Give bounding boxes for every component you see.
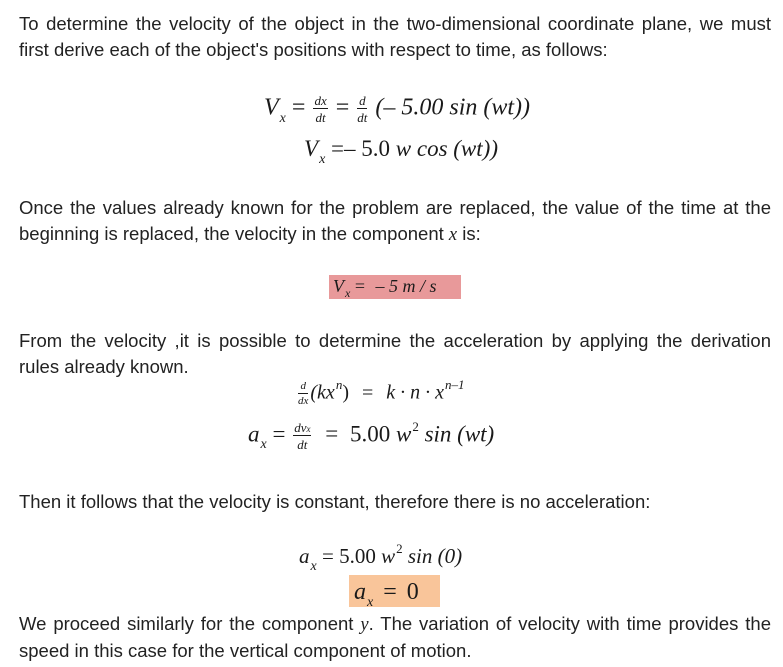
eq5-rhs-number: 5.00	[349, 421, 391, 447]
eq6-rhs-number: 5.00	[339, 544, 376, 568]
equation-acceleration-zero	[354, 579, 419, 610]
eq6-rhs-superscript: 2	[396, 541, 403, 556]
eq1-equals-2: =	[335, 94, 350, 121]
paragraph-intro	[19, 11, 771, 63]
eq4-expr-superscript: n	[335, 376, 343, 392]
eq4-fraction-d-dx	[298, 381, 308, 407]
equation-velocity-derivative	[264, 94, 530, 124]
paragraph-component-y	[19, 611, 771, 664]
paragraph-constant-velocity	[19, 489, 771, 515]
eq2-lhs: V	[304, 136, 319, 161]
eq5-frac-numerator-subscript: x	[306, 424, 311, 434]
eq2-equals-minus: =–	[331, 136, 356, 161]
eq4-rhs-superscript: n–1	[445, 376, 465, 392]
eq5-frac-numerator-text: dv	[294, 420, 307, 435]
eq1-fraction-d-dt	[357, 94, 367, 124]
component-y-var: y	[360, 615, 369, 635]
eq1-fraction-dx-dt	[313, 94, 327, 124]
eq2-rhs-number: 5.0	[361, 136, 391, 161]
eq7-equals: =	[383, 579, 397, 605]
paragraph-replace-values-end: is:	[462, 223, 481, 244]
paragraph-constant-velocity-text: Then it follows that the velocity is constant, therefore there is no acceleration:	[19, 491, 651, 512]
eq4-frac-numerator: d	[298, 381, 308, 394]
eq1-lhs: V	[264, 94, 279, 121]
equation-acceleration-at-zero	[299, 541, 463, 574]
eq7-rhs: 0	[406, 579, 419, 605]
eq5-lhs-subscript: x	[260, 437, 267, 453]
eq3-equals: =	[354, 276, 365, 296]
paragraph-component-y-end: . The variation of velocity with time provides the speed in this case for the vertical component of motion.	[19, 613, 771, 661]
eq6-lhs-subscript: x	[310, 559, 317, 574]
eq1-frac2-denominator: dt	[357, 110, 368, 125]
eq1-frac1-numerator: dx	[314, 93, 327, 108]
eq5-rhs-w: w	[395, 421, 412, 447]
eq6-equals: =	[321, 544, 334, 568]
eq6-rhs-rest: sin (0)	[407, 544, 463, 568]
eq5-lhs: a	[248, 421, 260, 447]
eq7-lhs-subscript: x	[367, 595, 374, 610]
eq4-rhs: k · n · x	[386, 381, 445, 404]
eq3-lhs: V	[333, 276, 344, 296]
eq5-frac-denominator: dt	[297, 437, 308, 452]
eq5-equals: =	[272, 421, 286, 447]
eq2-lhs-subscript: x	[319, 152, 326, 167]
eq1-frac2-numerator: d	[359, 93, 366, 108]
eq6-rhs-w: w	[381, 544, 396, 568]
equation-acceleration	[248, 421, 494, 451]
eq2-rhs-rest: w cos (wt))	[395, 136, 498, 161]
eq5-fraction-dvx-dt	[293, 421, 311, 451]
equation-velocity-result	[304, 136, 498, 167]
paragraph-intro-text: To determine the velocity of the object in the two-dimensional coordinate plane, we must first derive each of the object's positions with respect to time, as follows:	[19, 13, 771, 60]
paragraph-replace-values	[19, 195, 771, 248]
eq5-frac-numerator	[293, 421, 311, 436]
eq4-expr: (kx	[310, 381, 335, 404]
equation-power-rule	[296, 376, 465, 407]
eq5-rhs-superscript: 2	[412, 419, 419, 435]
eq1-equals: =	[291, 94, 306, 121]
eq6-lhs: a	[299, 544, 310, 568]
eq5-equals-2: =	[325, 421, 339, 447]
eq1-lhs-subscript: x	[279, 110, 286, 126]
paragraph-component-y-text: We proceed similarly for the component	[19, 613, 354, 634]
paragraph-acceleration-intro-text: From the velocity ,it is possible to determine the acceleration by applying the derivation rules already known.	[19, 330, 771, 377]
paragraph-acceleration-intro	[19, 328, 771, 380]
equation-velocity-x-value	[333, 276, 437, 300]
eq3-lhs-subscript: x	[345, 286, 351, 300]
eq4-equals: =	[361, 381, 374, 404]
eq4-expr-close: )	[342, 381, 349, 404]
component-x-var: x	[448, 225, 458, 245]
eq5-rhs-rest: sin (wt)	[424, 421, 495, 447]
eq7-lhs: a	[354, 579, 366, 605]
paragraph-replace-values-text: Once the values already known for the problem are replaced, the value of the time at the beginning is replaced, the velocity in the component	[19, 197, 771, 244]
eq1-rhs: (– 5.00 sin (wt))	[375, 94, 531, 121]
eq1-frac1-denominator: dt	[315, 110, 326, 125]
eq4-frac-denominator: dx	[298, 395, 309, 407]
eq3-rhs: – 5 m / s	[375, 276, 437, 296]
